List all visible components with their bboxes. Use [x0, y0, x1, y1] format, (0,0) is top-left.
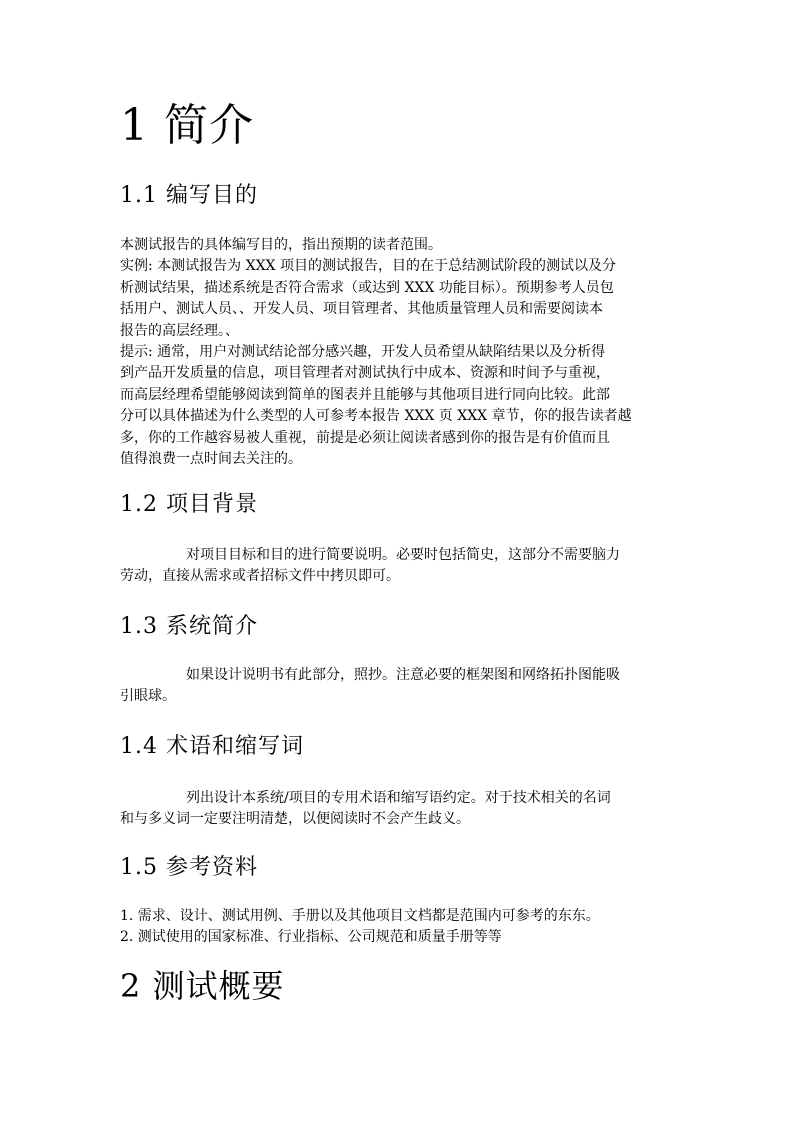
body-line: 对项目目标和目的进行简要说明。必要时包括简史，这部分不需要脑力	[186, 547, 620, 563]
section-1-2-heading: 1.2 项目背景	[120, 492, 258, 517]
body-line: 劳动，直接从需求或者招标文件中拷贝即可。	[120, 568, 400, 585]
body-line: 多，你的工作越容易被人重视，前提是必须让阅读者感到你的报告是有价值而且	[120, 429, 610, 446]
body-line: 本测试报告的具体编写目的，指出预期的读者范围。	[120, 237, 442, 253]
list-item: 2. 测试使用的国家标准、行业指标、公司规范和质量手册等等	[120, 929, 502, 946]
section-1-3-body	[120, 665, 676, 708]
body-line: 列出设计本系统/项目的专用术语和缩写语约定。对于技术相关的名词	[186, 790, 611, 806]
section-1-1-body	[120, 235, 676, 470]
body-line: 和与多义词一定要注明清楚，以便阅读时不会产生歧义。	[120, 811, 470, 828]
chapter-2-heading: 2 测试概要	[120, 967, 285, 1005]
body-line: 实例: 本测试报告为 XXX 项目的测试报告，目的在于总结测试阶段的测试以及分	[120, 258, 616, 275]
list-item: 1. 需求、设计、测试用例、手册以及其他项目文档都是范围内可参考的东东。	[120, 908, 600, 924]
body-line: 报告的高层经理。、	[120, 322, 239, 339]
section-1-5-heading: 1.5 参考资料	[120, 855, 258, 880]
body-line: 提示: 通常，用户对测试结论部分感兴趣，开发人员希望从缺陷结果以及分析得	[120, 343, 606, 360]
body-line: 如果设计说明书有此部分，照抄。注意必要的框架图和网络拓扑图能吸	[186, 667, 620, 683]
body-line: 析测试结果，描述系统是否符合需求（或达到 XXX 功能目标）。预期参考人员包	[120, 279, 614, 296]
section-1-1-heading: 1.1 编写目的	[120, 183, 258, 208]
body-line: 而高层经理希望能够阅读到简单的图表并且能够与其他项目进行同向比较。此部	[120, 386, 610, 403]
body-line: 值得浪费一点时间去关注的。	[120, 450, 302, 467]
section-1-5-list	[120, 906, 676, 949]
body-line: 引眼球。	[120, 688, 176, 705]
section-1-4-heading: 1.4 术语和缩写词	[120, 734, 304, 759]
section-1-3-heading: 1.3 系统简介	[120, 614, 258, 639]
chapter-1-heading: 1 简介	[120, 100, 254, 151]
body-line: 括用户、测试人员、、开发人员、项目管理者、其他质量管理人员和需要阅读本	[120, 301, 603, 318]
section-1-4-body	[120, 788, 676, 831]
body-line: 到产品开发质量的信息，项目管理者对测试执行中成本、资源和时间予与重视，	[120, 365, 610, 382]
section-1-2-body	[120, 545, 676, 588]
body-line: 分可以具体描述为什么类型的人可参考本报告 XXX 页 XXX 章节，你的报告读者越	[120, 408, 632, 425]
